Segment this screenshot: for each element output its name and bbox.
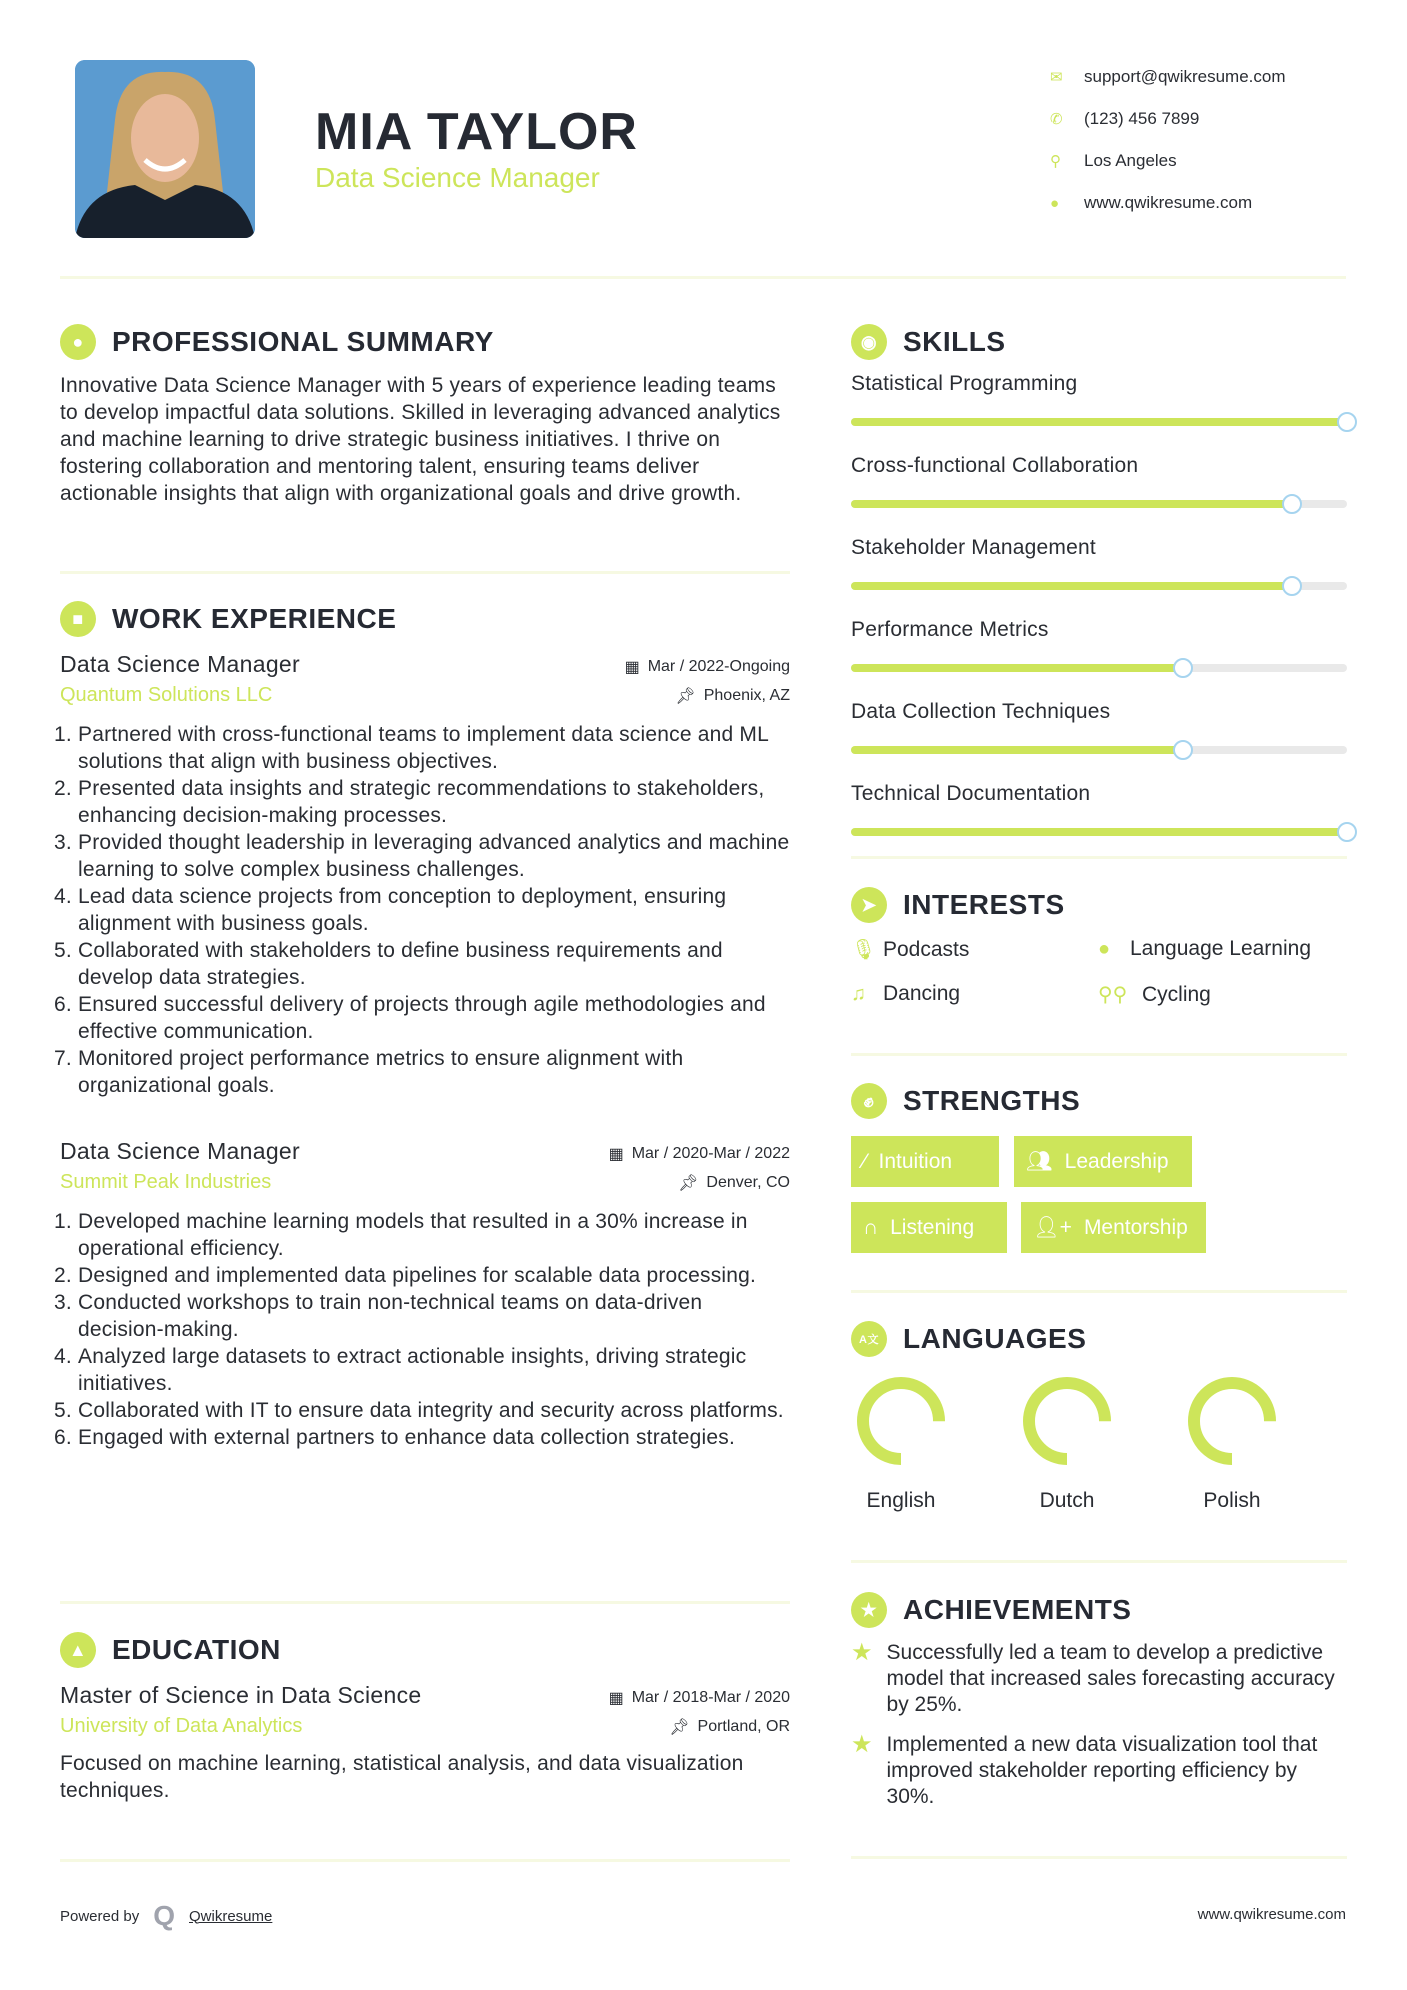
bullet: 4. Analyzed large datasets to extract actionable insights, driving strategic initiatives. <box>78 1343 790 1397</box>
section-heading: STRENGTHS <box>903 1085 1081 1116</box>
star-icon: ★ <box>851 1731 873 1758</box>
skill-knob <box>1337 822 1357 842</box>
bullet: 5. Collaborated with stakeholders to define business requirements and develop data strategies. <box>78 937 790 991</box>
contact-text: Los Angeles <box>1084 151 1177 170</box>
calendar-icon: ▦ <box>608 1690 624 1707</box>
contact-website[interactable] <box>1050 182 1286 224</box>
interest-item <box>1098 982 1211 1007</box>
interests-section <box>851 887 1347 1017</box>
briefcase-icon: ■ <box>60 601 96 637</box>
divider <box>60 1601 790 1604</box>
brand-link[interactable]: Qwikresume <box>189 1907 273 1925</box>
graduation-icon: ▲ <box>60 1632 96 1668</box>
job-bullets <box>60 721 790 1099</box>
user-icon: ● <box>60 324 96 360</box>
footer-powered <box>60 1900 272 1932</box>
footer-website[interactable]: www.qwikresume.com <box>1197 1906 1346 1923</box>
interest-item <box>1098 937 1311 961</box>
chip-label: Mentorship <box>1083 1215 1188 1239</box>
trophy-icon: ★ <box>851 1592 887 1628</box>
skill-knob <box>1173 740 1193 760</box>
bullet: 3. Provided thought leadership in leveraging advanced analytics and machine learning to solve complex business challenges. <box>78 829 790 883</box>
divider <box>851 1856 1347 1859</box>
skill-name: Technical Documentation <box>851 782 1091 805</box>
job-location: Phoenix, AZ <box>703 687 790 704</box>
microphone-icon: 🎙︎ <box>851 939 877 961</box>
work-section <box>60 601 790 1099</box>
edu-date: Mar / 2018-Mar / 2020 <box>631 1689 790 1706</box>
pin-icon: 📌︎ <box>678 1175 699 1192</box>
skill-knob <box>1282 576 1302 596</box>
interest-label: Dancing <box>883 982 961 1005</box>
summary-section <box>60 324 790 507</box>
interest-item <box>851 937 969 962</box>
strength-chip <box>1014 1136 1192 1187</box>
chip-label: Intuition <box>878 1149 953 1173</box>
divider <box>851 1290 1347 1293</box>
skills-section <box>851 324 1347 836</box>
skill-knob <box>1173 658 1193 678</box>
powered-by-label: Powered by <box>60 1907 140 1925</box>
section-heading: SKILLS <box>903 326 1006 357</box>
degree: Master of Science in Data Science <box>60 1682 422 1708</box>
interest-label: Cycling <box>1142 982 1211 1006</box>
skill-bar <box>851 582 1347 590</box>
profile-photo <box>75 60 255 238</box>
candidate-name: MIA TAYLOR <box>315 103 638 161</box>
skill-item <box>851 700 1347 754</box>
skill-name: Cross-functional Collaboration <box>851 454 1139 477</box>
bullet: 4. Lead data science projects from conception to deployment, ensuring alignment with business goals. <box>78 883 790 937</box>
skill-bar-fill <box>851 828 1347 836</box>
skill-name: Stakeholder Management <box>851 536 1096 559</box>
magic-wand-icon: ⁄ <box>863 1149 867 1173</box>
skill-bar-fill <box>851 664 1183 672</box>
strength-chip <box>851 1136 999 1187</box>
skill-item <box>851 372 1347 426</box>
achievement-text: Successfully led a team to develop a predictive model that increased sales forecasting accuracy by 25%. <box>886 1641 1335 1716</box>
section-heading: EDUCATION <box>112 1634 281 1665</box>
map-pin-icon: ⚲ <box>1050 153 1061 170</box>
language-label: Dutch <box>1039 1489 1095 1512</box>
bicycle-icon: ⚲⚲ <box>1098 984 1128 1006</box>
bullet: 7. Monitored project performance metrics to ensure alignment with organizational goals. <box>78 1045 790 1099</box>
lightbulb-icon: ◉ <box>851 324 887 360</box>
achievement-item <box>851 1732 1347 1810</box>
divider <box>60 1859 790 1862</box>
pin-icon: 📌︎ <box>669 1719 690 1736</box>
section-heading: INTERESTS <box>903 889 1065 920</box>
skill-item <box>851 536 1347 590</box>
bullet: 6. Engaged with external partners to enhance data collection strategies. <box>78 1424 790 1451</box>
bullet: 2. Designed and implemented data pipelines for scalable data processing. <box>78 1262 790 1289</box>
job-title: Data Science Manager <box>60 651 300 677</box>
achievement-text: Implemented a new data visualization tool that improved stakeholder reporting efficiency by 30%. <box>886 1733 1318 1808</box>
job-date: Mar / 2022-Ongoing <box>647 658 790 675</box>
headphones-icon: ∩ <box>863 1215 879 1239</box>
chip-label: Listening <box>890 1215 975 1239</box>
contact-text: www.qwikresume.com <box>1084 193 1253 212</box>
skills-list <box>851 372 1347 836</box>
language-ring <box>1029 1383 1105 1459</box>
translate-icon: A文 <box>851 1321 887 1357</box>
skill-bar <box>851 418 1347 426</box>
star-icon: ★ <box>851 1639 873 1666</box>
job-title: Data Science Manager <box>60 1138 300 1164</box>
divider <box>851 856 1347 859</box>
skill-knob <box>1337 412 1357 432</box>
contact-list <box>1050 56 1286 224</box>
contact-text: support@qwikresume.com <box>1084 67 1286 86</box>
skill-bar-fill <box>851 500 1292 508</box>
skill-name: Data Collection Techniques <box>851 700 1111 723</box>
chip-label: Leadership <box>1064 1149 1169 1173</box>
contact-phone[interactable] <box>1050 98 1286 140</box>
job-entry <box>60 651 790 1099</box>
contact-location <box>1050 140 1286 182</box>
skill-bar-fill <box>851 418 1347 426</box>
achievements-section <box>851 1592 1347 1810</box>
skill-bar-fill <box>851 582 1292 590</box>
bullet: 6. Ensured successful delivery of projects through agile methodologies and effective communication. <box>78 991 790 1045</box>
language-ring <box>1194 1383 1270 1459</box>
music-note-icon: ♫ <box>851 982 866 1005</box>
edu-location: Portland, OR <box>697 1718 790 1735</box>
section-heading: PROFESSIONAL SUMMARY <box>112 326 494 357</box>
job-entry <box>60 1138 790 1451</box>
job-location: Denver, CO <box>706 1174 790 1191</box>
phone-icon: ✆ <box>1050 111 1063 128</box>
bullet: 1. Developed machine learning models that resulted in a 30% increase in operational efficiency. <box>78 1208 790 1262</box>
divider <box>60 571 790 574</box>
skill-item <box>851 454 1347 508</box>
users-icon: 👥︎ <box>1026 1149 1053 1173</box>
skill-knob <box>1282 494 1302 514</box>
strength-chip <box>1021 1202 1206 1253</box>
qwikresume-logo-icon: Q <box>153 1900 175 1931</box>
interest-item <box>851 982 960 1006</box>
skill-name: Performance Metrics <box>851 618 1049 641</box>
skill-item <box>851 618 1347 672</box>
school-name: University of Data Analytics <box>60 1715 303 1737</box>
envelope-icon: ✉ <box>1050 69 1063 86</box>
skill-name: Statistical Programming <box>851 372 1078 395</box>
bullet: 3. Conducted workshops to train non-technical teams on data-driven decision-making. <box>78 1289 790 1343</box>
interest-label: Podcasts <box>883 937 970 961</box>
paper-plane-icon: ➤ <box>851 887 887 923</box>
globe-icon: ● <box>1098 937 1111 960</box>
skill-bar <box>851 746 1347 754</box>
interest-label: Language Learning <box>1130 937 1312 960</box>
language-label: Polish <box>1203 1489 1261 1512</box>
job-bullets <box>60 1208 790 1451</box>
company-name: Quantum Solutions LLC <box>60 684 273 706</box>
candidate-title: Data Science Manager <box>315 162 600 193</box>
language-label: English <box>866 1489 936 1512</box>
bullet: 2. Presented data insights and strategic recommendations to stakeholders, enhancing decision-making processes. <box>78 775 790 829</box>
strength-chip <box>851 1202 1007 1253</box>
contact-text: (123) 456 7899 <box>1084 109 1200 128</box>
languages-section <box>851 1321 1347 1521</box>
strengths-section <box>851 1083 1347 1263</box>
bullet: 1. Partnered with cross-functional teams to implement data science and ML solutions that align with business objectives. <box>78 721 790 775</box>
section-heading: WORK EXPERIENCE <box>112 603 397 634</box>
divider <box>851 1560 1347 1563</box>
bullet: 5. Collaborated with IT to ensure data integrity and security across platforms. <box>78 1397 790 1424</box>
skill-bar <box>851 664 1347 672</box>
job-date: Mar / 2020-Mar / 2022 <box>631 1145 790 1162</box>
calendar-icon: ▦ <box>624 659 640 676</box>
divider <box>851 1053 1347 1056</box>
pin-icon: 📌︎ <box>675 688 696 705</box>
skill-item <box>851 782 1347 836</box>
skill-bar <box>851 828 1347 836</box>
contact-email[interactable] <box>1050 56 1286 98</box>
header-divider <box>60 276 1346 279</box>
education-section <box>60 1632 790 1804</box>
skill-bar-fill <box>851 746 1183 754</box>
achievement-item <box>851 1640 1347 1718</box>
skill-bar <box>851 500 1347 508</box>
fist-icon: ✊︎ <box>851 1083 887 1119</box>
summary-text: Innovative Data Science Manager with 5 years of experience leading teams to develop impactful data solutions. Skilled in leveraging advanced analytics and machine learning to drive strategic business initiatives. I thrive on fostering collaboration and mentoring talent, ensuring teams deliver actionable insights that align with organizational goals and drive growth. <box>60 374 781 505</box>
language-ring <box>863 1383 939 1459</box>
calendar-icon: ▦ <box>608 1146 624 1163</box>
user-plus-icon: 👤︎+ <box>1033 1215 1072 1239</box>
edu-description: Focused on machine learning, statistical analysis, and data visualization techniques. <box>60 1752 744 1802</box>
section-heading: ACHIEVEMENTS <box>903 1594 1132 1625</box>
company-name: Summit Peak Industries <box>60 1171 272 1193</box>
section-heading: LANGUAGES <box>903 1323 1087 1354</box>
globe-icon: ● <box>1050 194 1060 212</box>
